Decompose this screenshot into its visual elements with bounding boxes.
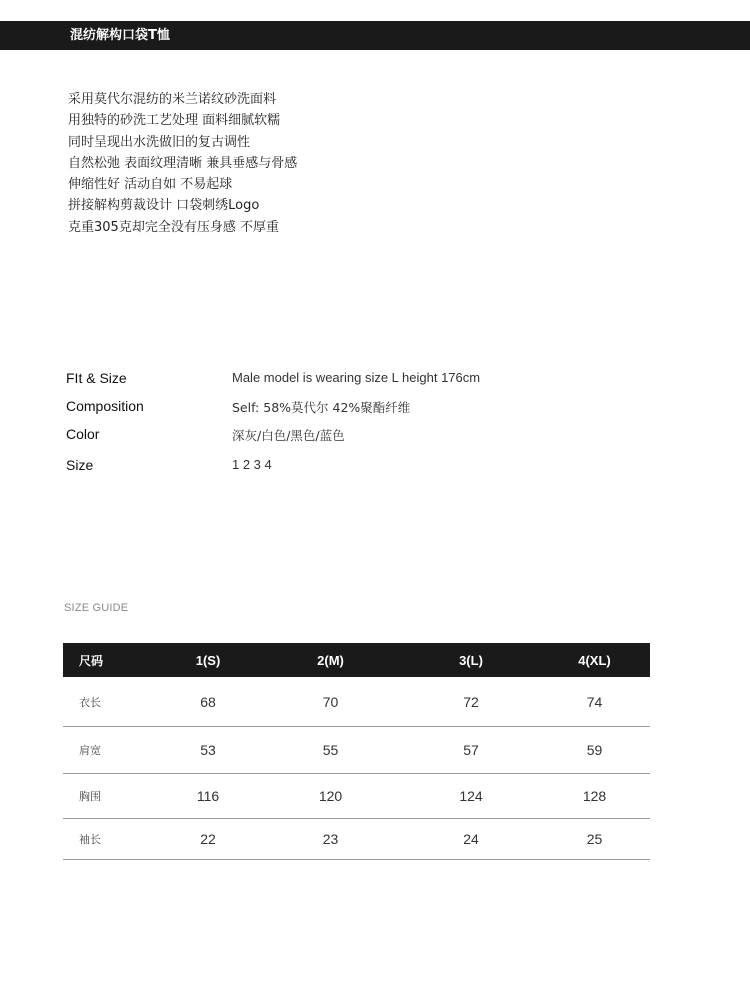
spec-color (66, 426, 626, 457)
table-cell: 24 (403, 819, 539, 860)
spec-value: 1 2 3 4 (232, 457, 272, 472)
description-line: 采用莫代尔混纺的米兰诺纹砂洗面料 (68, 92, 277, 107)
row-label: 肩宽 (63, 727, 158, 774)
table-header-row (63, 643, 650, 677)
description-line: 伸缩性好 活动自如 不易起球 (68, 177, 233, 193)
spec-fit-size (66, 370, 626, 398)
size-guide-table (63, 643, 650, 860)
size-guide-title: SIZE GUIDE (64, 602, 129, 614)
table-cell: 120 (258, 774, 403, 819)
header-cell: 1(S) (158, 643, 258, 677)
table-cell: 23 (258, 819, 403, 860)
header-cell: 4(XL) (539, 643, 650, 677)
header-cell: 3(L) (403, 643, 539, 677)
description-line: 克重305克却完全没有压身感 不厚重 (68, 219, 279, 235)
spec-label: FIt & Size (66, 370, 127, 386)
table-cell: 74 (539, 677, 650, 727)
table-cell: 22 (158, 819, 258, 860)
spec-label: Size (66, 457, 94, 473)
spec-value: 深灰/白色/黑色/蓝色 (232, 428, 345, 443)
header-cell-size: 尺码 (63, 643, 158, 677)
description-line: 用独特的砂洗工艺处理 面料细腻软糯 (68, 113, 281, 129)
table-cell: 53 (158, 727, 258, 774)
spec-list (66, 370, 626, 485)
spec-composition (66, 398, 626, 426)
table-cell: 128 (539, 774, 650, 819)
spec-value: Self: 58%莫代尔 42%聚酯纤维 (232, 400, 411, 415)
table-cell: 57 (403, 727, 539, 774)
header-cell: 2(M) (258, 643, 403, 677)
table-row (63, 774, 650, 819)
row-label: 袖长 (63, 819, 158, 860)
description-line: 同时呈现出水洗做旧的复古调性 (68, 134, 251, 150)
table-row (63, 727, 650, 774)
table-cell: 124 (403, 774, 539, 819)
product-description (68, 89, 568, 238)
table-cell: 116 (158, 774, 258, 819)
row-label: 衣长 (63, 677, 158, 727)
table-cell: 55 (258, 727, 403, 774)
page-title: 混纺解构口袋T恤 (70, 28, 170, 43)
spec-label: Composition (66, 398, 144, 414)
spec-value: Male model is wearing size L height 176cm (232, 370, 481, 385)
table-row (63, 819, 650, 860)
table-row (63, 677, 650, 727)
table-cell: 70 (258, 677, 403, 727)
description-line: 拼接解构剪裁设计 口袋刺绣Logo (68, 198, 260, 214)
table-cell: 68 (158, 677, 258, 727)
spec-size (66, 457, 626, 485)
table-cell: 59 (539, 727, 650, 774)
spec-label: Color (66, 426, 100, 442)
table-cell: 25 (539, 819, 650, 860)
title-bar (0, 21, 750, 50)
description-line: 自然松弛 表面纹理清晰 兼具垂感与骨感 (68, 155, 298, 171)
table-cell: 72 (403, 677, 539, 727)
row-label: 胸围 (63, 774, 158, 819)
